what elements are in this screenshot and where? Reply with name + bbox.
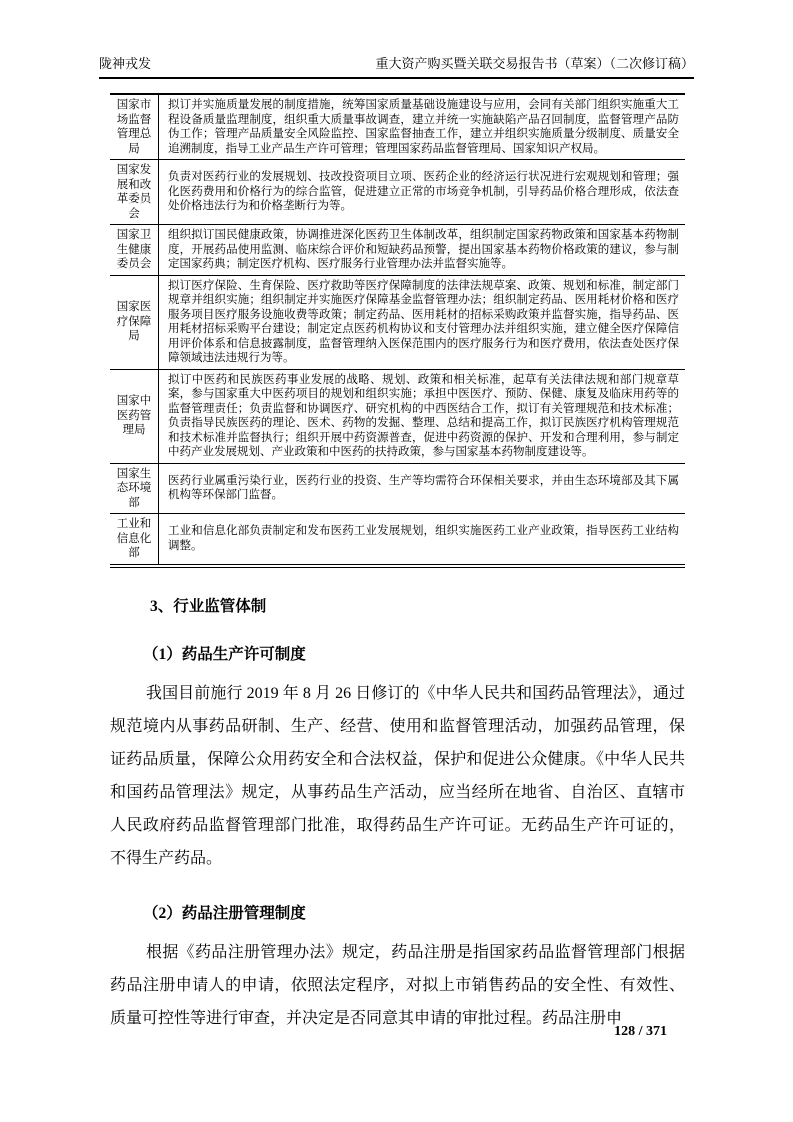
- page-number: 128 / 371: [614, 1024, 667, 1039]
- header-report-title: 重大资产购买暨关联交易报告书（草案）（二次修订稿）: [375, 56, 694, 71]
- paragraph-drug-administration-law: 我国目前施行 2019 年 8 月 26 日修订的《中华人民共和国药品管理法》，通过规范境内从事药品研制、生产、经营、使用和监督管理活动，加强药品管理，保证药品质量，保障公众用药安全和合法权益，保护和促进公众健康。《中华人民共和国药品管理法》规定，从事药品生产活动，应当经所在地省、自治区、直辖市人民政府药品监督管理部门批准，取得药品生产许可证。无药品生产许可证的，不得生产药品。: [110, 684, 685, 867]
- section-heading-industry-regulation: 3、行业监管体制: [150, 597, 267, 615]
- duty-cell: 拟订并实施质量发展的制度措施，统筹国家质量基础设施建设与应用，会同有关部门组织实施重大工程设备质量监理制度，组织重大质量事故调查，建立并统一实施缺陷产品召回制度，监督管理产品防伪工作；管理产品质量安全风险监控、国家监督抽查工作，建立并组织实施质量分级制度、质量安全追溯制度，指导工业产品生产许可管理；管理国家药品监督管理局、国家知识产权局。: [168, 99, 679, 155]
- duty-cell: 拟订中医药和民族医药事业发展的战略、规划、政策和相关标准，起草有关法律法规和部门规章草案，参与国家重大中医药项目的规划和组织实施；承担中医医疗、预防、保健、康复及临床用药等的监督管理责任；负责监督和协调医疗、研究机构的中西医结合工作，拟订有关管理规范和技术标准；负责指导民族医药的理论、医术、药物的发掘、整理、总结和提高工作，拟订民族医疗机构管理规范和技术标准并监督执行；组织开展中药资源普查，促进中药资源的保护、开发和合理利用，参与制定中药产业发展规划、产业政策和中医药的扶持政策，参与国家基本药物制度建设等。: [159, 369, 685, 463]
- regulators-table: [110, 93, 685, 568]
- table-row: [110, 224, 685, 275]
- table-row: [110, 95, 685, 159]
- paragraph-drug-registration: 根据《药品注册管理办法》规定，药品注册是指国家药品监督管理部门根据药品注册申请人的申请，依照法定程序，对拟上市销售药品的安全性、有效性、质量可控性等进行审查，并决定是否同意其申请的审批过程。药品注册申: [110, 943, 685, 1027]
- agency-cell: 国家发展和改革委员会: [110, 159, 159, 224]
- table-row: [110, 463, 685, 514]
- duty-cell: 医药行业属重污染行业，医药行业的投资、生产等均需符合环保相关要求，并由生态环境部及其下属机构等环保部门监督。: [159, 463, 685, 514]
- agency-cell: 国家医疗保障局: [110, 275, 159, 369]
- duty-cell: 组织拟订国民健康政策，协调推进深化医药卫生体制改革，组织制定国家药物政策和国家基本药物制度，开展药品使用监测、临床综合评价和短缺药品预警，提出国家基本药物价格政策的建议，参与制定国家药典；制定医疗机构、医疗服务行业管理办法并监督实施等。: [159, 224, 685, 275]
- agency-cell: 国家市场监督管理总局: [110, 95, 159, 159]
- page-content: [110, 93, 685, 1035]
- agency-cell: 国家卫生健康委员会: [110, 224, 159, 275]
- duty-cell: 拟订医疗保险、生育保险、医疗救助等医疗保障制度的法律法规草案、政策、规划和标准，制定部门规章并组织实施；组织制定并实施医疗保障基金监督管理办法；组织制定药品、医用耗材价格和医疗服务项目医疗服务设施收费等政策；制定药品、医用耗材的招标采购政策并监督实施，指导药品、医用耗材招标采购平台建设；制定定点医药机构协议和支付管理办法并组织实施，建立健全医疗保障信用评价体系和信息披露制度，监督管理纳入医保范围内的医疗服务行为和医疗费用，依法查处医疗保障领域违法违规行为等。: [159, 275, 685, 369]
- table-row: [110, 159, 685, 224]
- subsection-heading-production-license: （1）药品生产许可制度: [143, 645, 306, 663]
- table-row: [110, 369, 685, 463]
- duty-cell: 负责对医药行业的发展规划、技改投资项目立项、医药企业的经济运行状况进行宏观规划和管理；强化医药费用和价格行为的综合监管，促进建立正常的市场竞争机制，引导药品价格合理形成，依法查处价格违法行为和价格垄断行为等。: [159, 159, 685, 224]
- agency-cell: 国家生态环境部: [110, 463, 159, 514]
- table-row: [110, 513, 685, 564]
- subsection-heading-drug-registration: （2）药品注册管理制度: [143, 904, 306, 922]
- duty-cell: 工业和信息化部负责制定和发布医药工业发展规划，组织实施医药工业产业政策，指导医药工业结构调整。: [159, 513, 685, 564]
- agency-cell: 国家中医药管理局: [110, 369, 159, 463]
- table-row: [110, 275, 685, 369]
- agency-cell: 工业和信息化部: [110, 513, 159, 564]
- page-header: [99, 56, 694, 79]
- header-company-name: 陇神戎发: [99, 56, 152, 71]
